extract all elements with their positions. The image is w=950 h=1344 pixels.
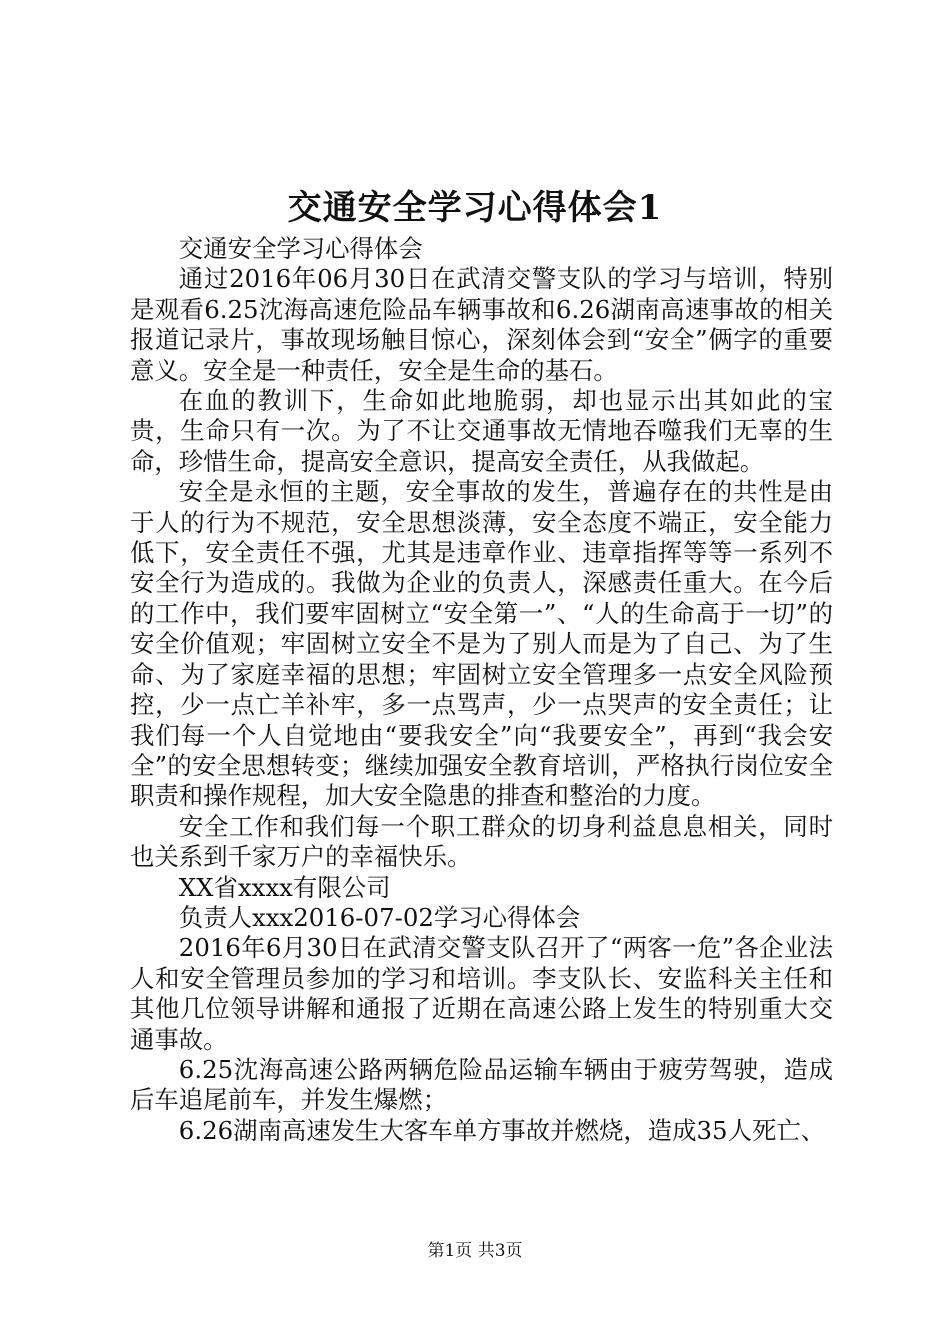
paragraph: 通过2016年06月30日在武清交警支队的学习与培训，特别是观看6.25沈海高速危险品车辆事故和6.26湖南高速事故的相关报道记录片，事故现场触目惊心，深刻体会到“安全”俩字的重要意义。安全是一种责任，安全是生命的基石。 — [130, 264, 833, 385]
paragraph: 6.26湖南高速发生大客车单方事故并燃烧，造成35人死亡、 — [178, 1115, 826, 1145]
document-title: 交通安全学习心得体会1 — [287, 188, 663, 228]
paragraph: 6.25沈海高速公路两辆危险品运输车辆由于疲劳驾驶，造成后车追尾前车，并发生爆燃； — [130, 1054, 833, 1115]
document-body — [130, 234, 833, 1146]
paragraph: 在血的教训下，生命如此地脆弱，却也显示出其如此的宝贵，生命只有一次。为了不让交通事故无情地吞噬我们无辜的生命，珍惜生命，提高安全意识，提高安全责任，从我做起。 — [130, 386, 833, 476]
paragraph-heading: 交通安全学习心得体会 — [178, 234, 423, 263]
company-name: XX省xxxx有限公司 — [178, 872, 391, 902]
paragraph: 安全是永恒的主题，安全事故的发生，普遍存在的共性是由于人的行为不规范，安全思想淡薄，安全态度不端正，安全能力低下，安全责任不强，尤其是违章作业、违章指挥等等一系列不安全行为造成的。我做为企业的负责人，深感责任重大。在今后的工作中，我们要牢固树立“安全第一”、“人的生命高于一切”的安全价值观；牢固树立安全不是为了别人而是为了自己、为了生命、为了家庭幸福的思想；牢固树立安全管理多一点安全风险预控，少一点亡羊补牢，多一点骂声，少一点哭声的安全责任；让我们每一个人自觉地由“要我安全”向“我要安全”，再到“我会安全”的安全思想转变；继续加强安全教育培训，严格执行岗位安全职责和操作规程，加大安全隐患的排查和整治的力度。 — [130, 477, 833, 811]
signature-line: 负责人xxx2016-07-02学习心得体会 — [178, 902, 581, 932]
paragraph: 安全工作和我们每一个职工群众的切身利益息息相关，同时也关系到千家万户的幸福快乐。 — [130, 811, 833, 872]
page-number-footer: 第1页 共3页 — [427, 1241, 523, 1261]
paragraph: 2016年6月30日在武清交警支队召开了“两客一危”各企业法人和安全管理员参加的学习和培训。李支队长、安监科关主任和其他几位领导讲解和通报了近期在高速公路上发生的特别重大交通事故。 — [130, 933, 833, 1054]
